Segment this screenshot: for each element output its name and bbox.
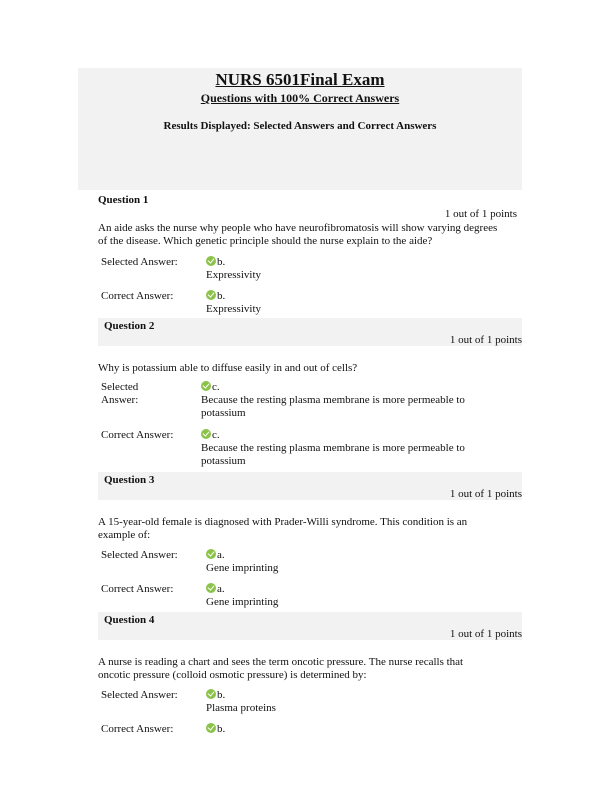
question-3-points: 1 out of 1 points <box>449 488 522 500</box>
page-subtitle: Questions with 100% Correct Answers <box>200 91 400 105</box>
question-1-correct-label: Correct Answer: <box>101 290 174 302</box>
question-2-selected-answer <box>201 381 501 420</box>
question-1-text: An aide asks the nurse why people who have neurofibromatosis will show varying degrees of the disease. Which genetic principle should the nurse explain to the aide? <box>98 222 498 247</box>
question-1-correct-letter: b. <box>217 290 226 302</box>
question-2-correct-label: Correct Answer: <box>101 429 174 441</box>
selected-word: Selected <box>101 381 139 393</box>
checkmark-icon <box>206 723 216 733</box>
question-3-selected-label: Selected Answer: <box>101 549 178 561</box>
checkmark-icon <box>206 583 216 593</box>
question-2-correct-answer <box>201 429 501 468</box>
question-2-selected-label <box>101 381 191 407</box>
results-displayed-text: Results Displayed: Selected Answers and Correct Answers <box>163 120 437 132</box>
question-2-text: Why is potassium able to diffuse easily in and out of cells? <box>98 362 358 374</box>
question-4-points: 1 out of 1 points <box>449 628 522 640</box>
question-4-correct-letter: b. <box>217 723 226 735</box>
question-3-correct-text: Gene imprinting <box>206 596 279 608</box>
question-2-selected-text: Because the resting plasma membrane is more permeable to potassium <box>201 394 465 419</box>
question-1-selected-letter: b. <box>217 256 226 268</box>
question-1-correct-text: Expressivity <box>206 303 261 315</box>
question-2-header <box>98 318 522 346</box>
question-4-selected-letter: b. <box>217 689 226 701</box>
question-1-points: 1 out of 1 points <box>444 208 517 220</box>
question-3-selected-text: Gene imprinting <box>206 562 279 574</box>
question-2-selected-letter: c. <box>212 381 220 393</box>
document-header <box>78 68 522 190</box>
checkmark-icon <box>206 549 216 559</box>
question-1-selected-text: Expressivity <box>206 269 261 281</box>
question-1-selected-label: Selected Answer: <box>101 256 178 268</box>
question-4-header <box>98 612 522 640</box>
checkmark-icon <box>206 290 216 300</box>
question-4-selected-label: Selected Answer: <box>101 689 178 701</box>
question-3-label: Question 3 <box>104 474 155 486</box>
question-4-text: A nurse is reading a chart and sees the term oncotic pressure. The nurse recalls that oncotic pressure (colloid osmotic pressure) is determined by: <box>98 656 464 681</box>
checkmark-icon <box>206 689 216 699</box>
question-1-header <box>98 192 522 220</box>
question-4-selected-text: Plasma proteins <box>206 702 276 714</box>
question-3-selected-letter: a. <box>217 549 225 561</box>
question-3-correct-answer <box>206 583 506 609</box>
question-2-label: Question 2 <box>104 320 155 332</box>
question-3-text: A 15-year-old female is diagnosed with Prader-Willi syndrome. This condition is an example of: <box>98 516 468 541</box>
question-4-label: Question 4 <box>104 614 155 626</box>
answer-word: Answer: <box>101 394 139 406</box>
checkmark-icon <box>201 381 211 391</box>
question-4-correct-label: Correct Answer: <box>101 723 174 735</box>
question-1-label: Question 1 <box>98 194 149 206</box>
question-3-header <box>98 472 522 500</box>
question-4-correct-answer <box>206 723 506 736</box>
question-3-correct-label: Correct Answer: <box>101 583 174 595</box>
question-2-points: 1 out of 1 points <box>449 334 522 346</box>
checkmark-icon <box>201 429 211 439</box>
question-1-correct-answer <box>206 290 506 316</box>
question-3-correct-letter: a. <box>217 583 225 595</box>
question-1-selected-answer <box>206 256 506 282</box>
question-2-correct-letter: c. <box>212 429 220 441</box>
page-title: NURS 6501Final Exam <box>215 70 385 89</box>
question-3-selected-answer <box>206 549 506 575</box>
question-4-selected-answer <box>206 689 506 715</box>
question-2-correct-text: Because the resting plasma membrane is more permeable to potassium <box>201 442 465 467</box>
checkmark-icon <box>206 256 216 266</box>
